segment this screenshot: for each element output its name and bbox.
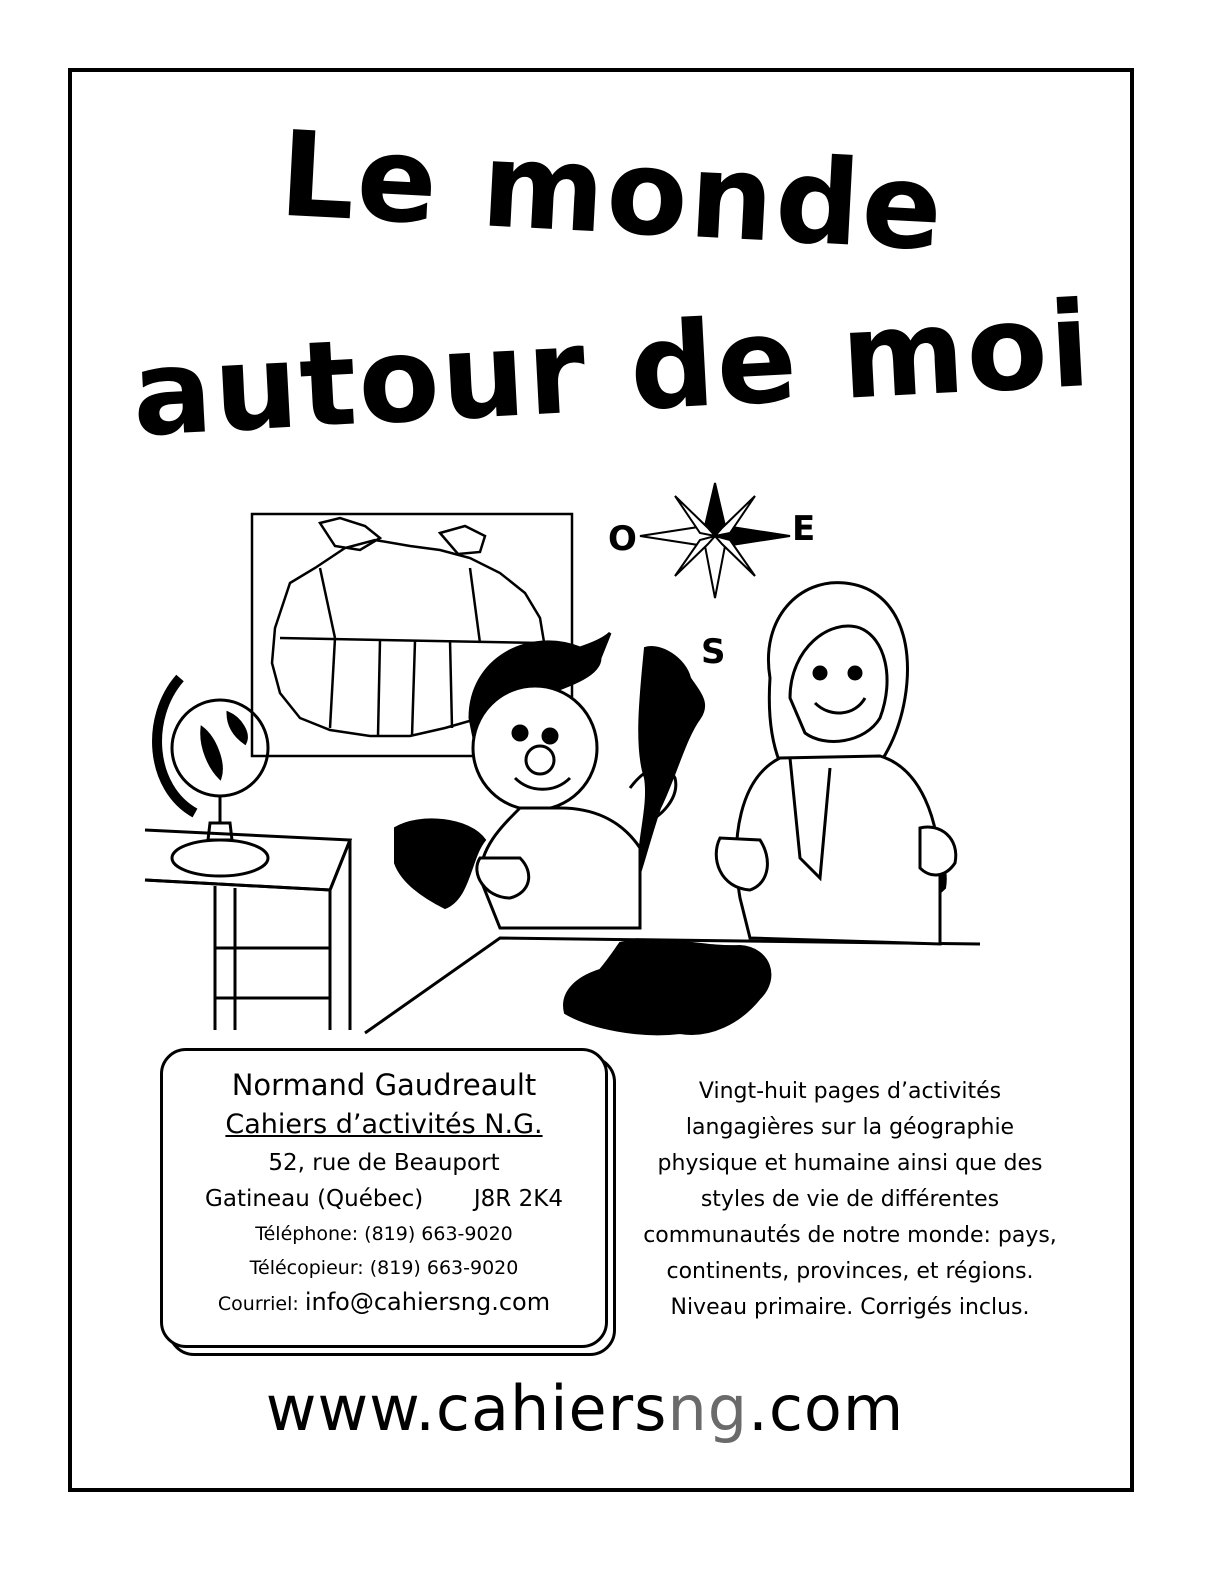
compass-south: S bbox=[701, 632, 726, 672]
city-line bbox=[163, 1181, 605, 1217]
postal-code: J8R 2K4 bbox=[473, 1186, 563, 1212]
description-line: Vingt-huit pages d’activités bbox=[698, 1079, 1002, 1104]
description-line: Niveau primaire. Corrigés inclus. bbox=[670, 1295, 1030, 1320]
description bbox=[630, 1074, 1070, 1326]
description-line: langagières sur la géographie bbox=[685, 1115, 1015, 1140]
email-label: Courriel: bbox=[217, 1293, 299, 1315]
compass-east: E bbox=[792, 509, 816, 549]
description-line: physique et humaine ainsi que des bbox=[657, 1151, 1043, 1176]
publisher-name[interactable]: Cahiers d’activités N.G. bbox=[225, 1109, 543, 1140]
girl bbox=[716, 583, 956, 944]
description-line: communautés de notre monde: pays, bbox=[643, 1223, 1057, 1248]
author-name: Normand Gaudreault bbox=[231, 1068, 537, 1102]
city: Gatineau (Québec) bbox=[205, 1186, 424, 1212]
url-suffix: .com bbox=[748, 1372, 905, 1445]
title-line-1: Le monde bbox=[276, 104, 948, 278]
website-url[interactable] bbox=[0, 1372, 1170, 1445]
description-line: continents, provinces, et régions. bbox=[666, 1259, 1034, 1284]
email-line bbox=[163, 1285, 605, 1321]
compass-rose bbox=[640, 483, 790, 598]
cover-illustration bbox=[140, 478, 990, 1040]
street-address: 52, rue de Beauport bbox=[268, 1150, 500, 1176]
fax: Télécopieur: (819) 663-9020 bbox=[249, 1257, 519, 1279]
compass-west: O bbox=[608, 519, 637, 559]
contact-card bbox=[160, 1048, 608, 1348]
phone: Téléphone: (819) 663-9020 bbox=[255, 1223, 513, 1245]
description-line: styles de vie de différentes bbox=[700, 1187, 1000, 1212]
email-address[interactable]: info@cahiersng.com bbox=[304, 1288, 551, 1316]
url-prefix: www.cahiers bbox=[265, 1372, 668, 1445]
url-highlight: ng bbox=[667, 1372, 749, 1445]
title-line-2: autour de moi bbox=[128, 274, 1096, 464]
desk bbox=[145, 830, 350, 1030]
